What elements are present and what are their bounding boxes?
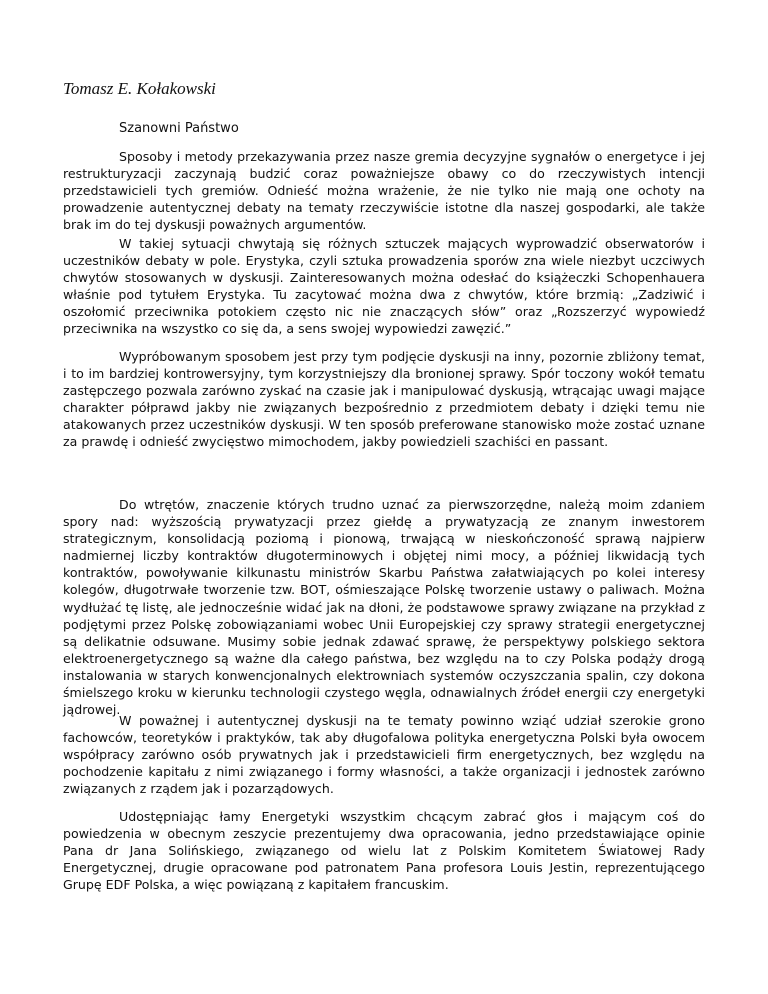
paragraph-1: Sposoby i metody przekazywania przez nasze gremia decyzyjne sygnałów o energetyce i jej restrukturyzacji zaczynają budzić coraz poważniejsze obawy co do rzeczywistych intencji przedstawicieli tych gremiów. Odnieść można wrażenie, że nie tylko nie mają one ochoty na prowadzenie autentycznej debaty na tematy rzeczywiście istotne dla naszej gospodarki, ale także brak im do tej dyskusji poważnych argumentów. [63,149,705,233]
salutation: Szanowni Państwo [119,121,239,136]
paragraph-6: Udostępniając łamy Energetyki wszystkim chcącym zabrać głos i mającym coś do powiedzenia w obecnym zeszycie prezentujemy dwa opracowania, jedno przedstawiające opinie Pana dr Jana Solińskiego, związanego od wielu lat z Polskim Komitetem Światowej Rady Energetycznej, drugie opracowane pod patronatem Pana profesora Louis Jestin, reprezentującego Grupę EDF Polska, a więc powiązaną z kapitałem francuskim. [63,809,705,893]
paragraph-3: Wypróbowanym sposobem jest przy tym podjęcie dyskusji na inny, pozornie zbliżony temat, i to im bardziej kontrowersyjny, tym korzystniejszy dla bronionej sprawy. Spór toczony wokół tematu zastępczego pozwala zarówno zyskać na czasie jak i manipulować dyskusją, wtrącając uwagi mające charakter półprawd jakby nie związanych bezpośrednio z przedmiotem debaty i dzięki temu nie atakowanych przez uczestników dyskusji. W ten sposób preferowane stanowisko może zostać uznane za prawdę i odnieść zwycięstwo mimochodem, jakby powiedzieli szachiści en passant. [63,349,705,450]
paragraph-2: W takiej sytuacji chwytają się różnych sztuczek mających wyprowadzić obserwatorów i uczestników debaty w pole. Erystyka, czyli sztuka prowadzenia sporów zna wiele niezbyt uczciwych chwytów stosowanych w dyskusji. Zainteresowanych można odesłać do książeczki Schopenhauera właśnie pod tytułem Erystyka. Tu zacytować można dwa z chwytów, które brzmią: „Zadziwić i oszołomić przeciwnika potokiem często nic nie znaczących słów” oraz „Rozszerzyć wypowiedź przeciwnika na wszystko co się da, a sens swojej wypowiedzi zawęzić.” [63,236,705,337]
author-name: Tomasz E. Kołakowski [63,79,216,98]
paragraph-5: W poważnej i autentycznej dyskusji na te tematy powinno wziąć udział szerokie grono fachowców, teoretyków i praktyków, tak aby długofalowa polityka energetyczna Polski była owocem współpracy zarówno osób prywatnych jak i przedstawicieli firm energetycznych, bez względu na pochodzenie kapitału z nimi związanego i formy własności, a także organizacji i jednostek zarówno związanych z rządem jak i pozarządowych. [63,713,705,797]
paragraph-4: Do wtrętów, znaczenie których trudno uznać za pierwszorzędne, należą moim zdaniem spory nad: wyższością prywatyzacji przez giełdę a prywatyzacją ze znanym inwestorem strategicznym, konsolidacją poziomą i pionową, trwającą w nieskończoność sprawą najpierw nadmiernej liczby kontraktów długoterminowych i objętej nimi mocy, a później likwidacją tych kontraktów, powoływanie kilkunastu ministrów Skarbu Państwa załatwiających po kolei interesy kolegów, długotrwałe tworzenie tzw. BOT, ośmieszające Polskę tworzenie ustawy o paliwach. Można wydłużać tę listę, ale jednocześnie widać jak na dłoni, że podstawowe sprawy związane na przykład z podjętymi przez Polskę zobowiązaniami wobec Unii Europejskiej czy sprawy strategii energetycznej są delikatnie odsuwane. Musimy sobie jednak zdawać sprawę, że perspektywy polskiego sektora elektroenergetycznego są ważne dla całego państwa, bez względu na to czy Polska podąży drogą instalowania w starych konwencjonalnych elektrowniach systemów oczyszczania spalin, czy dokona śmielszego kroku w kierunku technologii czystego węgla, odnawialnych źródeł energii czy energetyki jądrowej. [63,497,705,718]
